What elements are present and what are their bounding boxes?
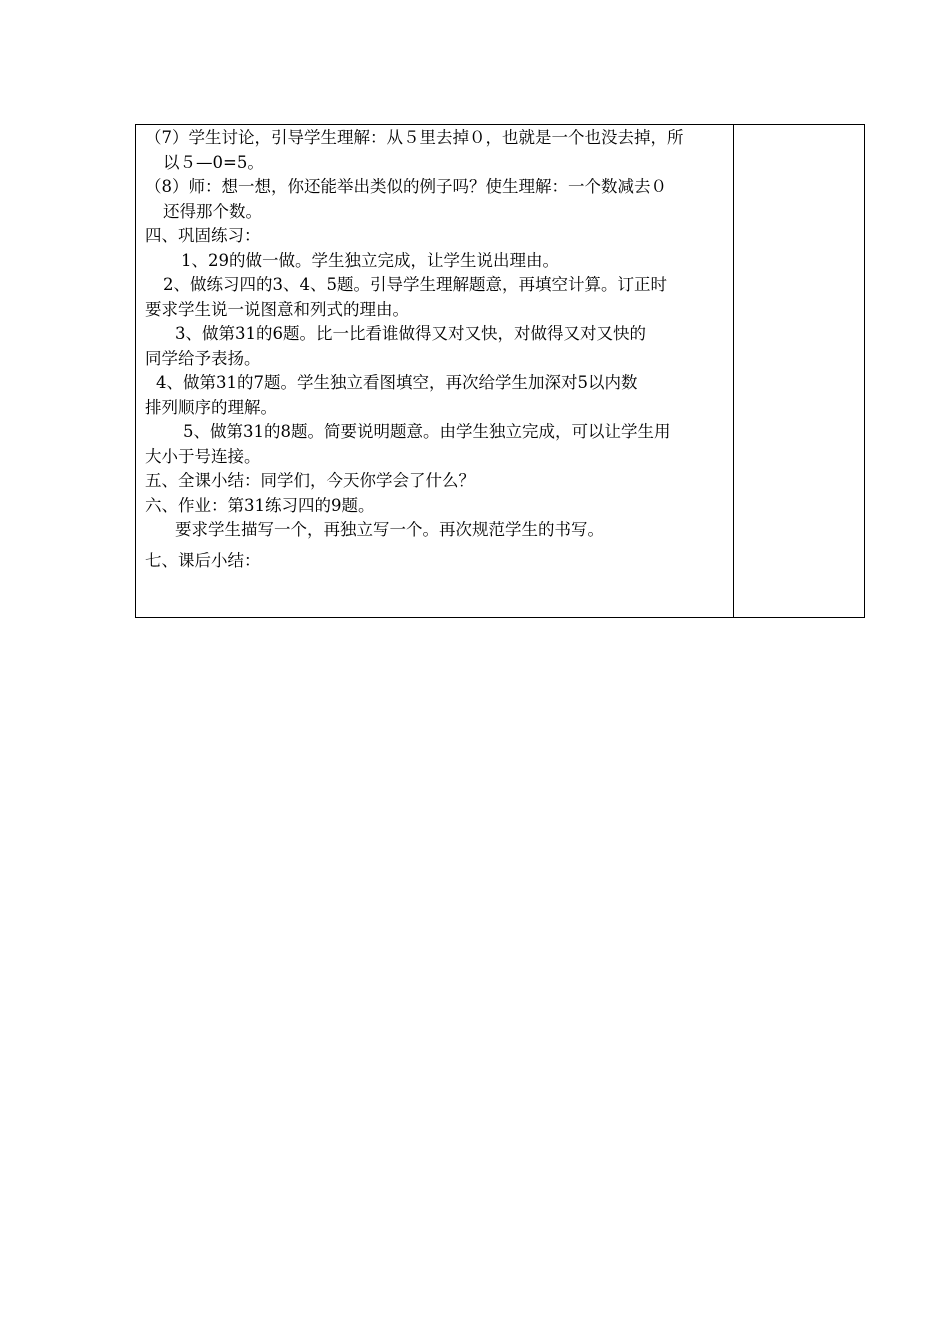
- table-row: [136, 125, 865, 618]
- exercise-4-line-2: 排列顺序的理解。: [145, 397, 277, 417]
- notes-cell: [734, 125, 865, 618]
- step-7-line-1: （7）学生讨论，引导学生理解：从５里去掉０，也就是一个也没去掉，所: [145, 128, 684, 147]
- section-6-homework: 六、作业：第31练习四的9题。: [145, 495, 375, 515]
- exercise-5-line-1: 5、做第31的8题。简要说明题意。由学生独立完成，可以让学生用: [183, 422, 671, 441]
- exercise-2-line-1: 2、做练习四的3、4、5题。引导学生理解题意，再填空计算。订正时: [163, 275, 667, 294]
- exercise-1: 1、29的做一做。学生独立完成，让学生说出理由。: [181, 250, 559, 270]
- step-8-line-1: （8）师：想一想，你还能举出类似的例子吗？使生理解：一个数减去０: [145, 177, 667, 196]
- lesson-plan-table: [135, 124, 865, 618]
- section-4-heading: 四、巩固练习：: [145, 226, 261, 245]
- exercise-4-line-1: 4、做第31的7题。学生独立看图填空，再次给学生加深对5以内数: [156, 373, 638, 392]
- lesson-content: [136, 125, 733, 573]
- homework-requirement: 要求学生描写一个，再独立写一个。再次规范学生的书写。: [175, 520, 604, 539]
- section-7-reflection: 七、课后小结：: [145, 550, 261, 570]
- exercise-3-line-1: 3、做第31的6题。比一比看谁做得又对又快，对做得又对又快的: [175, 324, 646, 343]
- lesson-content-cell: [136, 125, 734, 618]
- step-7-line-2: 以５—0=5。: [163, 152, 264, 172]
- exercise-2-line-2: 要求学生说一说图意和列式的理由。: [145, 299, 409, 319]
- step-8-line-2: 还得那个数。: [163, 201, 262, 221]
- section-5-summary: 五、全课小结：同学们，今天你学会了什么？: [145, 471, 475, 490]
- exercise-3-line-2: 同学给予表扬。: [145, 348, 261, 368]
- exercise-5-line-2: 大小于号连接。: [145, 446, 261, 466]
